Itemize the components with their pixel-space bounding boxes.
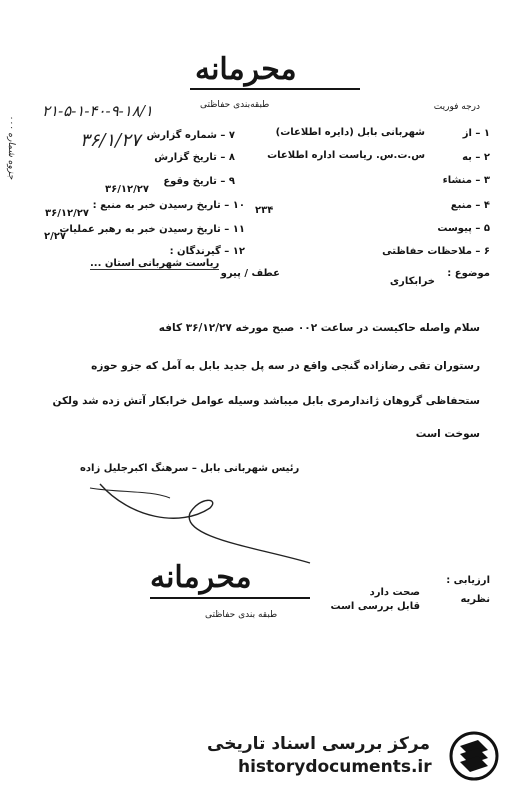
field-attachment: ۵ – پیوست [437, 223, 490, 234]
reference-label: عطف / پیرو [220, 268, 280, 279]
field-from: ۱ – از [462, 128, 490, 139]
body-line-1: سلام واصله حاکیست در ساعت ۰۰۲ صبح مورخه ۳۶/۱۲/۲۷ کافه [158, 322, 480, 334]
field-recipients: ۱۲ – گیرندگان : [169, 246, 245, 257]
field-origin: ۳ – منشاء [442, 175, 490, 186]
watermark-area [0, 700, 520, 792]
bottom-classification-stamp: محرمانه [150, 560, 252, 595]
opinion-value: قابل بررسی است [330, 601, 420, 612]
body-line-3: ستحفاظی گروهان ژاندارمری بابل میباشد وسیله عوامل خرابکار آتش زده شد ولکن [52, 395, 480, 407]
watermark-name: مرکز بررسی اسناد تاریخی [207, 734, 430, 754]
field-to: ۲ – به [462, 152, 490, 163]
value-source: ۲۳۴ [255, 205, 274, 216]
bottom-stamp-underline [150, 597, 310, 599]
top-stamp-underline [190, 88, 360, 90]
value-from: شهربانی بابل (دایره اطلاعات) [275, 127, 425, 138]
handwritten-side-note: جزوه شماره ۰۰۰ [6, 115, 16, 180]
value-recipients: ریاست شهربانی استان ... [90, 258, 220, 269]
handwritten-signature [60, 478, 320, 568]
value-occurrence-date: ۳۶/۱۲/۲۷ [105, 184, 149, 195]
assessment-label: ارزیابی : [446, 575, 490, 586]
value-source-date: ۳۶/۱۲/۲۷ [45, 208, 89, 219]
field-report-number: ۷ – شماره گزارش [146, 130, 235, 141]
subject-value: خرابکاری [389, 276, 435, 287]
value-leader-date: ۲/۲۷ [44, 231, 66, 242]
subject-label: موضوع : [447, 268, 490, 279]
field-leader-date: ۱۱ – تاریخ رسیدن خبر به رهبر عملیات [59, 224, 245, 235]
top-classification-stamp: محرمانه [195, 52, 297, 87]
document-logo-icon [448, 730, 500, 782]
handwritten-report-date: ۳۶/۱/۲۷ [80, 130, 141, 151]
value-to: س.ت.س. ریاست اداره اطلاعات [267, 150, 425, 161]
field-source-date: ۱۰ – تاریخ رسیدن خبر به منبع : [92, 200, 245, 211]
priority-label: درجه فوریت [433, 102, 480, 112]
field-occurrence-date: ۹ – تاریخ وقوع [163, 176, 235, 187]
field-report-date: ۸ – تاریخ گزارش [154, 152, 235, 163]
signature-line: رئیس شهربانی بابل – سرهنگ اکبرجلیل زاده [80, 463, 300, 474]
opinion-label: نظریه [460, 594, 490, 605]
watermark-url: historydocuments.ir [238, 757, 432, 777]
bottom-classification-label: طبقه بندی حفاظتی [205, 610, 278, 620]
body-line-4: سوخت است [415, 428, 480, 440]
assessment-value: صحت دارد [369, 587, 420, 598]
top-classification-label: طبقه‌بندی حفاظتی [200, 100, 270, 110]
field-security-notes: ۶ – ملاحظات حفاظتی [382, 246, 490, 257]
body-line-2: رستوران تقی رضازاده گنجی واقع در سه پل جدید بابل به آمل که جزو حوزه [91, 360, 480, 372]
handwritten-reference-number: ۲۱-۵-۱-۴۰-۹-۱۸/۱ [42, 102, 153, 120]
field-source: ۴ – منبع [450, 200, 490, 211]
